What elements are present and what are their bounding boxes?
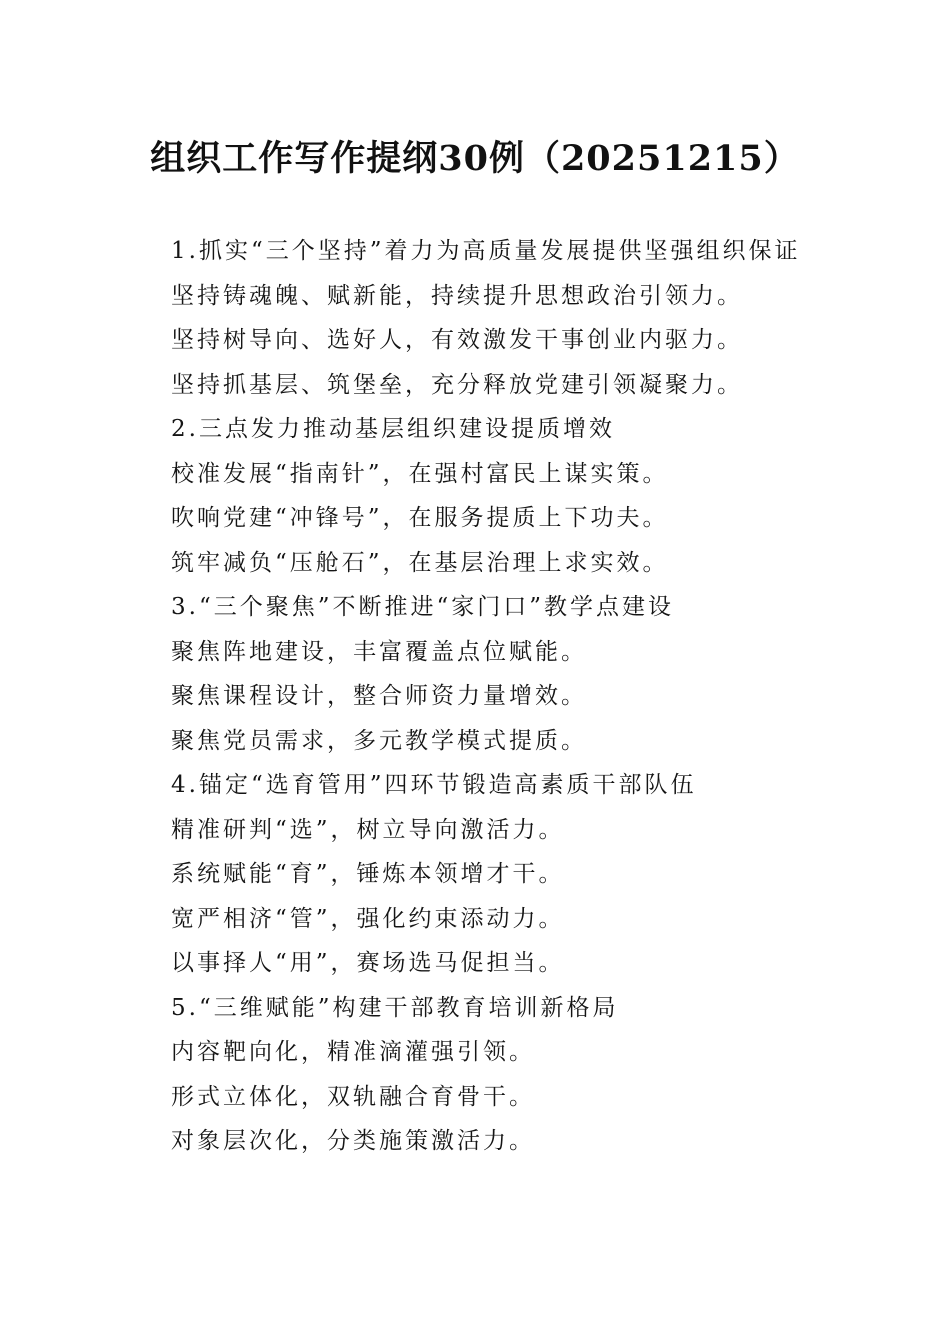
section-point: 聚焦党员需求，多元教学模式提质。: [171, 727, 587, 754]
section-point: 以事择人“用”，赛场选马促担当。: [171, 950, 565, 976]
section-5: [171, 986, 911, 1164]
section-point: 聚焦阵地建设，丰富覆盖点位赋能。: [171, 638, 587, 665]
section-point: 聚焦课程设计，整合师资力量增效。: [171, 683, 587, 709]
section-point: 筑牢减负“压舱石”，在基层治理上求实效。: [171, 549, 669, 576]
section-3: [171, 585, 911, 763]
section-heading: 4.锚定“选育管用”四环节锻造高素质干部队伍: [171, 772, 697, 798]
section-heading: 5.“三维赋能”构建干部教育培训新格局: [171, 994, 619, 1021]
document-title: 组织工作写作提纲30例（20251215）: [150, 138, 800, 179]
section-point: 校准发展“指南针”，在强村富民上谋实策。: [171, 460, 669, 487]
section-point: 宽严相济“管”，强化约束添动力。: [171, 905, 565, 932]
section-point: 精准研判“选”，树立导向激活力。: [171, 816, 565, 843]
document-body: [171, 229, 911, 1164]
section-point: 坚持抓基层、筑堡垒，充分释放党建引领凝聚力。: [171, 371, 743, 398]
section-point: 对象层次化，分类施策激活力。: [171, 1128, 535, 1154]
section-point: 形式立体化，双轨融合育骨干。: [171, 1083, 535, 1110]
section-point: 系统赋能“育”，锤炼本领增才干。: [171, 861, 565, 887]
section-point: 坚持树导向、选好人，有效激发干事创业内驱力。: [171, 327, 743, 353]
section-1: [171, 229, 911, 407]
section-heading: 1.抓实“三个坚持”着力为高质量发展提供坚强组织保证: [171, 238, 801, 264]
section-2: [171, 407, 911, 585]
section-point: 内容靶向化，精准滴灌强引领。: [171, 1039, 535, 1065]
section-heading: 2.三点发力推动基层组织建设提质增效: [171, 416, 615, 442]
section-heading: 3.“三个聚焦”不断推进“家门口”教学点建设: [171, 594, 674, 620]
section-point: 吹响党建“冲锋号”，在服务提质上下功夫。: [171, 505, 669, 531]
section-4: [171, 763, 911, 986]
section-point: 坚持铸魂魄、赋新能，持续提升思想政治引领力。: [171, 282, 743, 309]
